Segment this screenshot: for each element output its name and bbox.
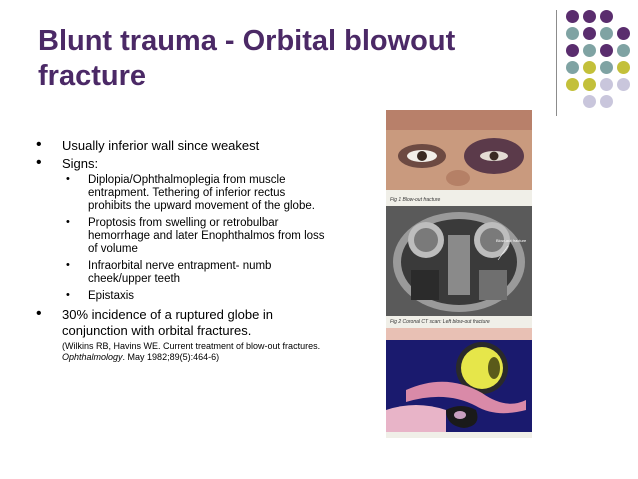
dot xyxy=(600,27,613,40)
citation-text-end: . May 1982;89(5):464-6) xyxy=(122,352,220,362)
citation xyxy=(36,341,326,363)
dot xyxy=(566,44,579,57)
nose xyxy=(446,170,470,186)
dot xyxy=(566,78,579,91)
sub-bullet-item xyxy=(36,260,326,286)
sub-bullet-icon: • xyxy=(66,259,70,271)
dot xyxy=(566,27,579,40)
sinus-wall xyxy=(386,405,446,432)
dot xyxy=(583,78,596,91)
dot xyxy=(583,44,596,57)
bullet-text: Usually inferior wall since weakest xyxy=(62,138,260,153)
bullet-item xyxy=(36,138,326,154)
caption-2: Fig 2 Coronal CT scan: Left blow-out fracture xyxy=(390,319,490,325)
bullet-text: 30% incidence of a ruptured globe in conjunction with orbital fractures. xyxy=(62,307,274,338)
dot xyxy=(617,44,630,57)
cornea xyxy=(488,357,500,379)
caption-1: Fig 1 Blow-out fracture xyxy=(390,197,441,203)
sub-bullet-item xyxy=(36,174,326,213)
dot xyxy=(600,44,613,57)
herniated-tissue xyxy=(454,411,466,419)
bullet-item xyxy=(36,156,326,172)
dot xyxy=(617,61,630,74)
ct-nasal-septum xyxy=(448,235,470,295)
left-iris xyxy=(490,152,499,161)
dot xyxy=(600,95,613,108)
right-iris xyxy=(417,151,427,161)
figure-illustration xyxy=(386,110,532,438)
dot xyxy=(617,78,630,91)
ct-right-sinus xyxy=(411,270,439,300)
dot xyxy=(583,61,596,74)
bullet-icon: • xyxy=(36,154,42,171)
slide-title: Blunt trauma - Orbital blowout fracture xyxy=(38,25,456,92)
dot xyxy=(600,78,613,91)
bullet-item xyxy=(36,307,326,339)
dot xyxy=(566,10,579,23)
sub-bullet-text: Infraorbital nerve entrapment- numb cheek/upper teeth xyxy=(88,260,272,285)
illustration-top xyxy=(386,328,532,340)
dot xyxy=(583,10,596,23)
dot xyxy=(600,10,613,23)
sub-bullet-item xyxy=(36,290,326,303)
divider-line xyxy=(556,10,557,116)
dot xyxy=(583,95,596,108)
dot xyxy=(600,61,613,74)
forehead xyxy=(386,110,532,130)
sub-bullet-icon: • xyxy=(66,173,70,185)
bullet-icon: • xyxy=(36,305,42,322)
sub-bullet-text: Proptosis from swelling or retrobulbar hemorrhage and later Enophthalmos from loss of volume xyxy=(88,217,325,255)
citation-text: (Wilkins RB, Havins WE. Current treatment of blow-out fractures. xyxy=(62,341,321,351)
bullet-list xyxy=(36,138,326,363)
sub-bullet-icon: • xyxy=(66,216,70,228)
ct-right-globe xyxy=(414,228,438,252)
citation-journal: Ophthalmology xyxy=(62,352,123,362)
sub-bullet-item xyxy=(36,217,326,256)
dot xyxy=(566,61,579,74)
sub-bullet-text: Epistaxis xyxy=(88,290,135,302)
medical-figure xyxy=(386,110,532,438)
sub-bullet-icon: • xyxy=(66,289,70,301)
ct-left-sinus xyxy=(479,270,507,300)
sub-bullet-text: Diplopia/Ophthalmoplegia from muscle entrapment. Tethering of inferior rectus prohibits the upward movement of the globe. xyxy=(88,174,315,212)
bullet-text: Signs: xyxy=(62,156,99,171)
dot xyxy=(583,27,596,40)
bullet-icon: • xyxy=(36,136,42,153)
ct-label: Blow-out fracture xyxy=(496,238,527,243)
dot xyxy=(617,27,630,40)
